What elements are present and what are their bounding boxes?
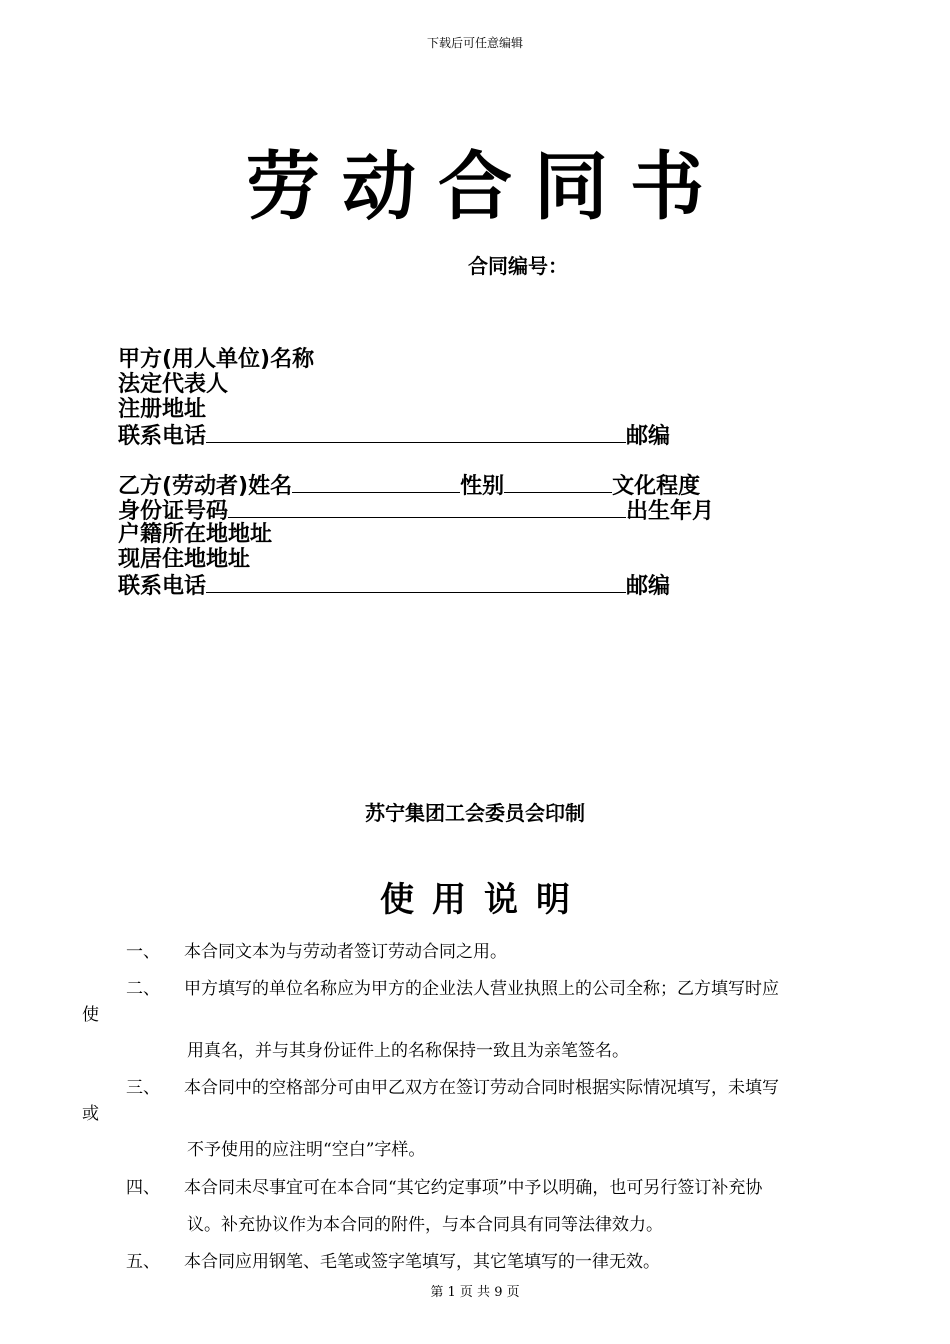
party-b-gender-blank[interactable] bbox=[504, 472, 612, 493]
instruction-wrap-char: 或 bbox=[82, 1104, 99, 1124]
party-b-education-label: 文化程度 bbox=[612, 474, 701, 499]
instruction-number: 三、 bbox=[126, 1078, 160, 1098]
instruction-text: 本合同应用钢笔、毛笔或签字笔填写，其它笔填写的一律无效。 bbox=[184, 1252, 660, 1272]
party-b-phone-blank[interactable] bbox=[206, 572, 626, 593]
party-b-id-row bbox=[118, 497, 714, 524]
party-a-phone-blank[interactable] bbox=[206, 422, 626, 443]
party-a-phone-label: 联系电话 bbox=[118, 424, 207, 449]
party-a-phone-row bbox=[118, 422, 670, 449]
instruction-text-continued: 议。补充协议作为本合同的附件，与本合同具有同等法律效力。 bbox=[187, 1215, 663, 1235]
party-b-residence-label: 现居住地地址 bbox=[118, 547, 251, 572]
party-b-phone-row bbox=[118, 572, 670, 599]
party-a-rep-label: 法定代表人 bbox=[118, 372, 229, 397]
document-title: 劳动合同书 bbox=[246, 144, 726, 230]
instruction-text: 本合同文本为与劳动者签订劳动合同之用。 bbox=[184, 942, 507, 962]
party-b-postcode-label: 邮编 bbox=[626, 574, 671, 599]
party-a-postcode-label: 邮编 bbox=[626, 424, 671, 449]
contract-number-label: 合同编号： bbox=[468, 254, 568, 278]
party-b-birth-label: 出生年月 bbox=[626, 499, 715, 524]
instructions-title: 使用说明 bbox=[380, 880, 588, 920]
page-footer: 第 1 页 共 9 页 bbox=[430, 1285, 520, 1300]
instruction-text-continued: 不予使用的应注明“空白”字样。 bbox=[187, 1140, 426, 1160]
instruction-text: 本合同未尽事宜可在本合同“其它约定事项”中予以明确，也可另行签订补充协 bbox=[184, 1178, 763, 1198]
party-a-name-label: 甲方(用人单位)名称 bbox=[118, 347, 315, 372]
party-b-name-blank[interactable] bbox=[292, 472, 460, 493]
instruction-text-continued: 用真名，并与其身份证件上的名称保持一致且为亲笔签名。 bbox=[187, 1041, 629, 1061]
printer-credit: 苏宁集团工会委员会印制 bbox=[365, 801, 585, 825]
party-b-phone-label: 联系电话 bbox=[118, 574, 207, 599]
instruction-number: 二、 bbox=[126, 979, 160, 999]
instruction-number: 一、 bbox=[126, 942, 160, 962]
party-b-hukou-label: 户籍所在地地址 bbox=[118, 522, 273, 547]
party-b-name-row bbox=[118, 472, 700, 499]
party-b-id-label: 身份证号码 bbox=[118, 499, 229, 524]
instruction-number: 四、 bbox=[126, 1178, 160, 1198]
instruction-text: 本合同中的空格部分可由甲乙双方在签订劳动合同时根据实际情况填写，未填写 bbox=[184, 1078, 779, 1098]
instruction-text: 甲方填写的单位名称应为甲方的企业法人营业执照上的公司全称；乙方填写时应 bbox=[184, 979, 779, 999]
header-note: 下载后可任意编辑 bbox=[426, 36, 523, 50]
party-b-id-blank[interactable] bbox=[228, 497, 626, 518]
instruction-wrap-char: 使 bbox=[82, 1005, 99, 1025]
party-b-gender-label: 性别 bbox=[460, 474, 505, 499]
party-a-address-label: 注册地址 bbox=[118, 397, 207, 422]
party-b-name-label: 乙方(劳动者)姓名 bbox=[118, 474, 293, 499]
instruction-number: 五、 bbox=[126, 1252, 160, 1272]
